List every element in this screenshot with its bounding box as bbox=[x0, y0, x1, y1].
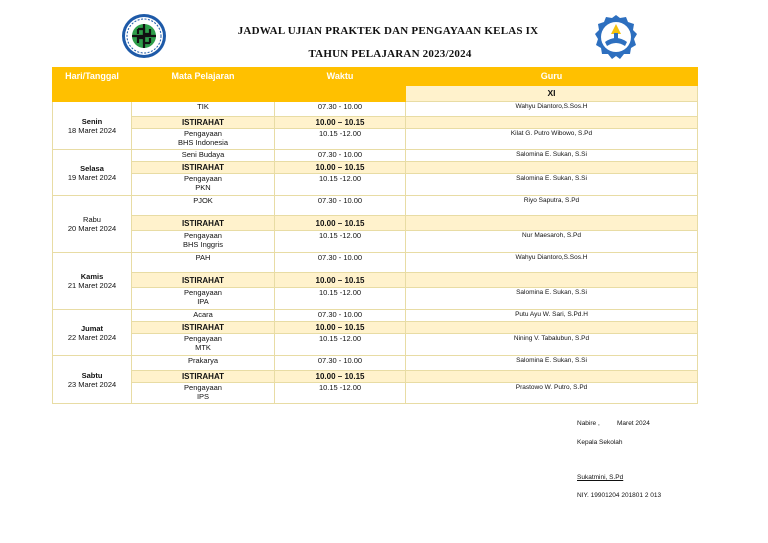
schedule-row bbox=[53, 102, 698, 117]
day-date: 18 Maret 2024 bbox=[67, 125, 117, 135]
time-cell: 07.30 - 10.00 bbox=[275, 150, 406, 162]
day-name: Selasa bbox=[80, 163, 104, 173]
header-subject: Mata Pelajaran bbox=[132, 68, 275, 86]
subject-name: TIK bbox=[197, 102, 209, 111]
teacher-cell: Salomina E. Sukan, S.Si bbox=[406, 356, 698, 371]
document-title: JADWAL UJIAN PRAKTEK DAN PENGAYAAN KELAS IX bbox=[237, 25, 539, 37]
signature-role: Kepala Sekolah bbox=[577, 439, 623, 446]
teacher-cell: Kilat G. Putro Wibowo, S.Pd bbox=[406, 129, 698, 150]
teacher-cell bbox=[406, 216, 698, 231]
day-date: 20 Maret 2024 bbox=[67, 224, 117, 233]
signature-nip: NIY. 19901204 201801 2 013 bbox=[577, 492, 662, 499]
time-cell: 10.00 – 10.15 bbox=[275, 216, 406, 231]
teacher-cell bbox=[406, 371, 698, 383]
subject-cell bbox=[132, 288, 275, 310]
header-sub-empty bbox=[275, 86, 406, 102]
subject-name: Pengayaan bbox=[184, 129, 222, 138]
break-row bbox=[53, 117, 698, 129]
header-sub-empty bbox=[132, 86, 275, 102]
subject-cell bbox=[132, 150, 275, 162]
teacher-cell: Nining V. Tabalubun, S.Pd bbox=[406, 334, 698, 356]
subject-cell bbox=[132, 231, 275, 253]
time-cell: 10.00 – 10.15 bbox=[275, 371, 406, 383]
break-row bbox=[53, 322, 698, 334]
time-cell: 10.00 – 10.15 bbox=[275, 273, 406, 288]
time-cell: 10.00 – 10.15 bbox=[275, 162, 406, 174]
schedule-row bbox=[53, 196, 698, 216]
day-cell bbox=[53, 356, 132, 404]
class-label: XI bbox=[406, 86, 698, 102]
time-cell: 10.15 -12.00 bbox=[275, 288, 406, 310]
teacher-cell: Salomina E. Sukan, S.Si bbox=[406, 288, 698, 310]
subject-cell bbox=[132, 174, 275, 196]
subject-detail: MTK bbox=[195, 343, 211, 352]
break-row bbox=[53, 216, 698, 231]
day-cell bbox=[53, 102, 132, 150]
break-row bbox=[53, 371, 698, 383]
header-sub-empty bbox=[53, 86, 132, 102]
schedule-row bbox=[53, 231, 698, 253]
break-row bbox=[53, 273, 698, 288]
header-teacher: Guru bbox=[406, 68, 698, 86]
header-day: Hari/Tanggal bbox=[53, 68, 132, 86]
schedule-row bbox=[53, 383, 698, 404]
header-time: Waktu bbox=[275, 68, 406, 86]
subject-name: Seni Budaya bbox=[181, 150, 225, 159]
subject-cell bbox=[132, 129, 275, 150]
subject-cell bbox=[132, 383, 275, 404]
subject-name: ISTIRAHAT bbox=[181, 275, 225, 285]
subject-detail: BHS Inggris bbox=[182, 240, 224, 249]
subject-cell bbox=[132, 310, 275, 322]
subject-cell bbox=[132, 102, 275, 117]
time-cell: 07.30 - 10.00 bbox=[275, 196, 406, 216]
subject-name: ISTIRAHAT bbox=[181, 163, 225, 172]
subject-cell bbox=[132, 216, 275, 231]
subject-name: Pengayaan bbox=[184, 174, 222, 183]
day-name: Kamis bbox=[80, 272, 104, 281]
day-cell bbox=[53, 150, 132, 196]
subject-cell bbox=[132, 253, 275, 273]
schedule-row bbox=[53, 129, 698, 150]
teacher-cell: Wahyu Diantoro,S.Sos.H bbox=[406, 253, 698, 273]
teacher-cell: Salomina E. Sukan, S.Si bbox=[406, 150, 698, 162]
subject-detail: PKN bbox=[195, 183, 211, 192]
subject-name: Prakarya bbox=[187, 356, 218, 365]
day-name: Rabu bbox=[83, 215, 101, 224]
schedule-row bbox=[53, 288, 698, 310]
day-date: 21 Maret 2024 bbox=[67, 281, 117, 290]
time-cell: 07.30 - 10.00 bbox=[275, 253, 406, 273]
subject-cell bbox=[132, 273, 275, 288]
subject-name: ISTIRAHAT bbox=[181, 218, 225, 228]
time-cell: 07.30 - 10.00 bbox=[275, 356, 406, 371]
day-date: 23 Maret 2024 bbox=[67, 379, 117, 389]
day-date: 22 Maret 2024 bbox=[67, 332, 117, 342]
subject-cell bbox=[132, 196, 275, 216]
subject-cell bbox=[132, 322, 275, 334]
time-cell: 07.30 - 10.00 bbox=[275, 102, 406, 117]
subject-detail: BHS Indonesia bbox=[177, 138, 229, 147]
day-cell bbox=[53, 310, 132, 356]
subject-name: PJOK bbox=[193, 196, 213, 205]
day-name: Senin bbox=[81, 116, 103, 126]
schedule-row bbox=[53, 150, 698, 162]
subject-name: Pengayaan bbox=[184, 231, 222, 240]
signature-place: Nabire , bbox=[577, 420, 600, 427]
time-cell: 10.15 -12.00 bbox=[275, 129, 406, 150]
day-cell bbox=[53, 196, 132, 253]
tut-wuri-handayani-icon bbox=[593, 14, 639, 60]
teacher-cell: Nur Maesaroh, S.Pd bbox=[406, 231, 698, 253]
subject-cell bbox=[132, 117, 275, 129]
teacher-cell: Prastowo W. Putro, S.Pd bbox=[406, 383, 698, 404]
schedule-table bbox=[52, 67, 698, 404]
teacher-cell bbox=[406, 162, 698, 174]
teacher-cell: Salomina E. Sukan, S.Si bbox=[406, 174, 698, 196]
time-cell: 10.15 -12.00 bbox=[275, 334, 406, 356]
schedule-row bbox=[53, 174, 698, 196]
subject-detail: IPS bbox=[196, 392, 210, 401]
subject-name: Pengayaan bbox=[184, 383, 222, 392]
subject-cell bbox=[132, 356, 275, 371]
subject-detail: IPA bbox=[197, 297, 209, 306]
subject-name: ISTIRAHAT bbox=[181, 323, 225, 332]
teacher-cell bbox=[406, 322, 698, 334]
subject-name: Pengayaan bbox=[184, 288, 222, 297]
teacher-cell: Riyo Saputra, S.Pd bbox=[406, 196, 698, 216]
time-cell: 10.00 – 10.15 bbox=[275, 117, 406, 129]
time-cell: 07.30 - 10.00 bbox=[275, 310, 406, 322]
subject-cell bbox=[132, 371, 275, 383]
teacher-cell: Wahyu Diantoro,S.Sos.H bbox=[406, 102, 698, 117]
subject-name: Pengayaan bbox=[184, 334, 222, 343]
time-cell: 10.00 – 10.15 bbox=[275, 322, 406, 334]
day-cell bbox=[53, 253, 132, 310]
time-cell: 10.15 -12.00 bbox=[275, 231, 406, 253]
subject-name: ISTIRAHAT bbox=[181, 372, 225, 381]
subject-name: PAH bbox=[195, 253, 211, 262]
schedule-row bbox=[53, 356, 698, 371]
document-subtitle: TAHUN PELAJARAN 2023/2024 bbox=[308, 48, 472, 60]
schedule-row bbox=[53, 334, 698, 356]
schedule-row bbox=[53, 253, 698, 273]
teacher-cell: Putu Ayu W. Sari, S.Pd.H bbox=[406, 310, 698, 322]
subject-name: Acara bbox=[193, 310, 213, 319]
signature-date: Maret 2024 bbox=[617, 420, 650, 427]
subject-cell bbox=[132, 162, 275, 174]
subject-cell bbox=[132, 334, 275, 356]
day-name: Jumat bbox=[80, 323, 104, 333]
subject-name: ISTIRAHAT bbox=[181, 118, 225, 127]
day-date: 19 Maret 2024 bbox=[67, 172, 117, 182]
break-row bbox=[53, 162, 698, 174]
time-cell: 10.15 -12.00 bbox=[275, 383, 406, 404]
teacher-cell bbox=[406, 117, 698, 129]
teacher-cell bbox=[406, 273, 698, 288]
schedule-row bbox=[53, 310, 698, 322]
day-name: Sabtu bbox=[81, 370, 103, 380]
time-cell: 10.15 -12.00 bbox=[275, 174, 406, 196]
signature-name: Sukatmini, S.Pd bbox=[577, 474, 624, 481]
